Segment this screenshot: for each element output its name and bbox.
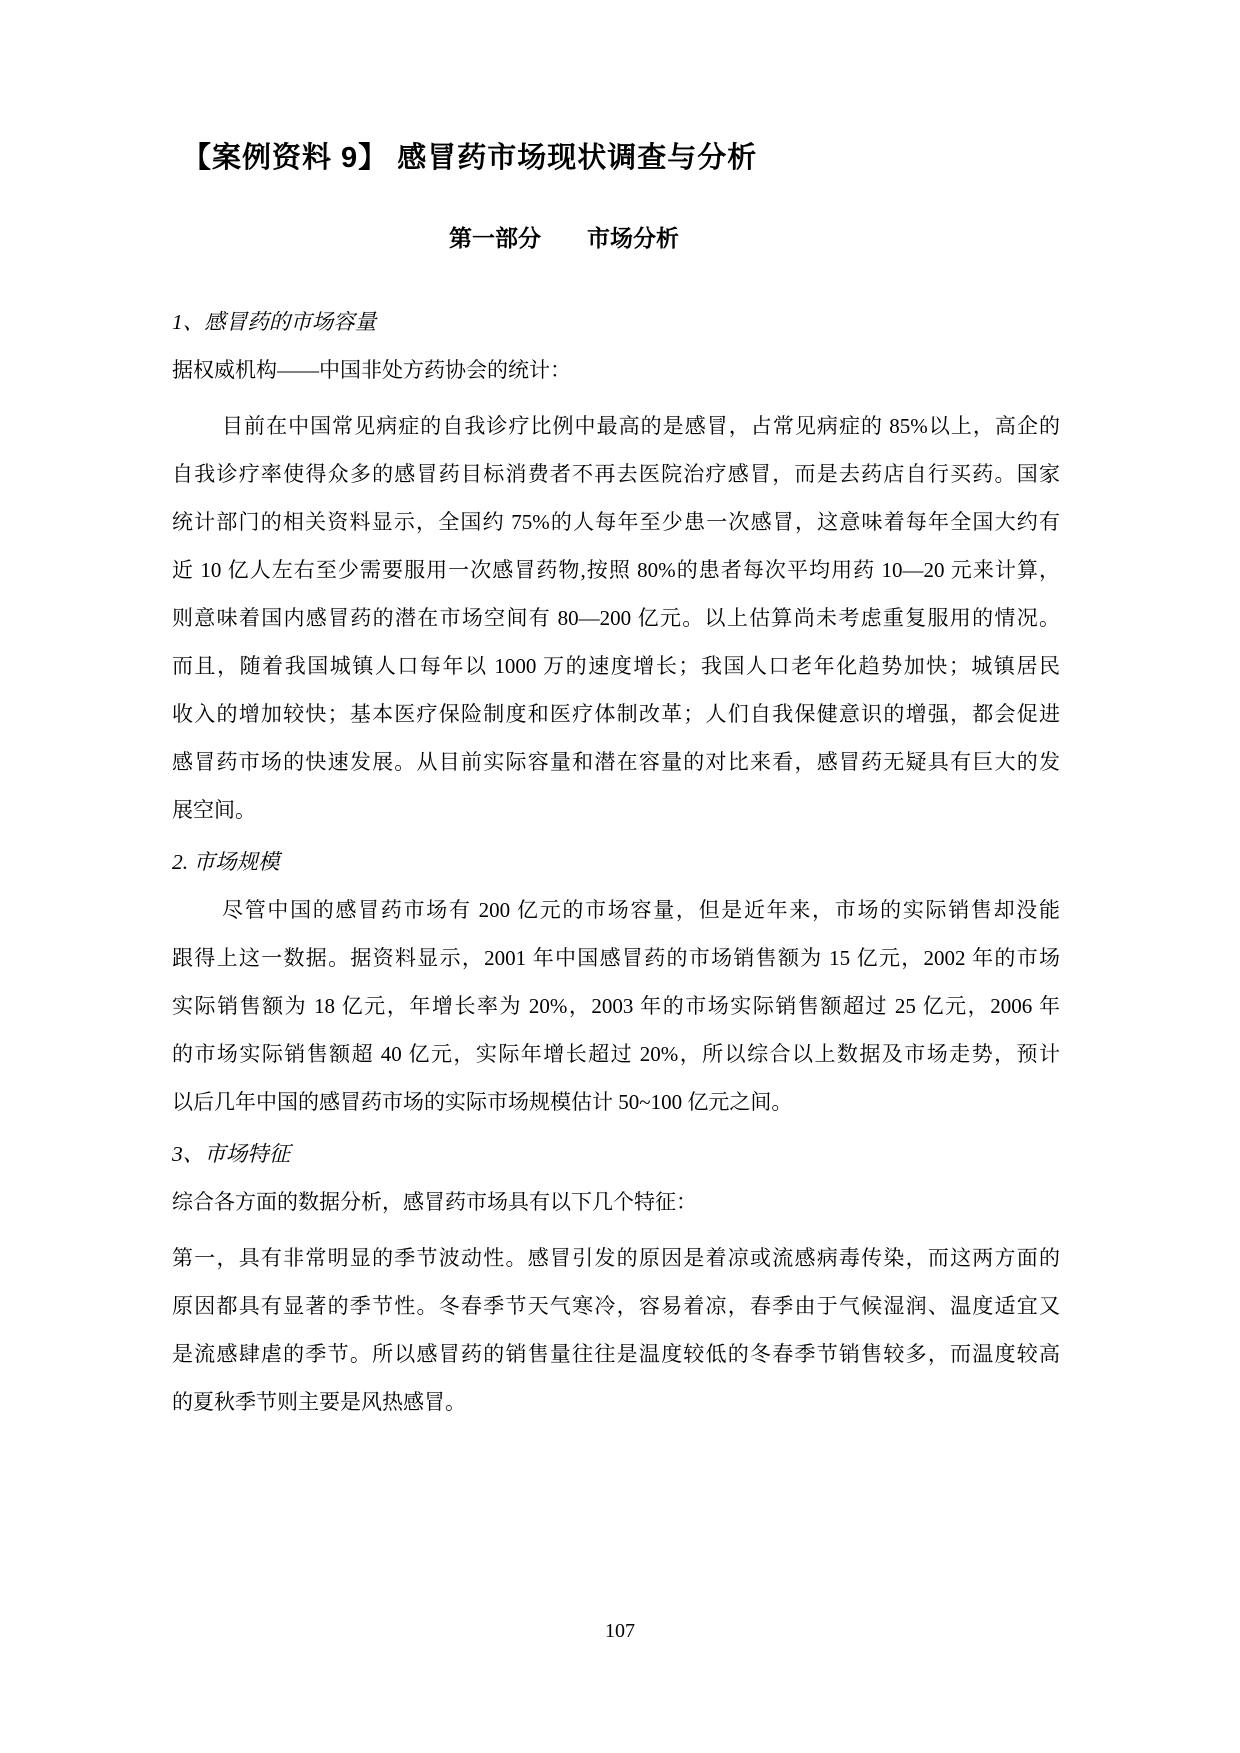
paragraph-line: 是流感肆虐的季节。所以感冒药的销售量往往是温度较低的冬春季节销售较多，而温度较高 [172,1342,1060,1366]
paragraph-line: 实际销售额为 18 亿元，年增长率为 20%，2003 年的市场实际销售额超过 25 亿元，2006 年 [172,994,1060,1018]
subsection-heading: 2. 市场规模 [172,850,280,874]
body-line: 据权威机构——中国非处方药协会的统计： [172,358,571,382]
paragraph-line: 感冒药市场的快速发展。从目前实际容量和潜在容量的对比来看，感冒药无疑具有巨大的发 [172,750,1060,774]
paragraph-line: 统计部门的相关资料显示，全国约 75%的人每年至少患一次感冒，这意味着每年全国大约有 [172,510,1060,534]
paragraph [172,402,1060,834]
document-title: 【案例资料 9】 感冒药市场现状调查与分析 [182,142,758,174]
paragraph-line: 跟得上这一数据。据资料显示，2001 年中国感冒药的市场销售额为 15 亿元，2002 年的市场 [172,946,1060,970]
page-number: 107 [605,1620,635,1642]
paragraph-line: 以后几年中国的感冒药市场的实际市场规模估计 50~100 亿元之间。 [172,1090,793,1114]
body-line: 综合各方面的数据分析，感冒药市场具有以下几个特征： [172,1190,697,1214]
paragraph-line: 而且，随着我国城镇人口每年以 1000 万的速度增长；我国人口老年化趋势加快；城镇居民 [172,654,1060,678]
paragraph-line: 目前在中国常见病症的自我诊疗比例中最高的是感冒，占常见病症的 85%以上，高企的 [222,414,1060,438]
paragraph-line: 展空间。 [172,798,256,822]
paragraph [172,886,1060,1126]
part-heading: 第一部分 市场分析 [449,225,679,251]
subsection-heading: 3、市场特征 [172,1142,291,1166]
paragraph-line: 原因都具有显著的季节性。冬春季节天气寒冷，容易着凉，春季由于气候湿润、温度适宜又 [172,1294,1060,1318]
document-body [172,298,1060,1426]
paragraph-line: 则意味着国内感冒药的潜在市场空间有 80—200 亿元。以上估算尚未考虑重复服用的情况。 [172,606,1060,630]
subsection-heading: 1、感冒药的市场容量 [172,310,377,334]
paragraph-line: 的夏秋季节则主要是风热感冒。 [172,1390,466,1414]
paragraph-line: 的市场实际销售额超 40 亿元，实际年增长超过 20%，所以综合以上数据及市场走势，预计 [172,1042,1060,1066]
paragraph-line: 自我诊疗率使得众多的感冒药目标消费者不再去医院治疗感冒，而是去药店自行买药。国家 [172,462,1060,486]
paragraph-line: 近 10 亿人左右至少需要服用一次感冒药物,按照 80%的患者每次平均用药 10—20 元来计算， [172,558,1060,582]
paragraph-line: 尽管中国的感冒药市场有 200 亿元的市场容量，但是近年来，市场的实际销售却没能 [222,898,1060,922]
paragraph-line: 第一，具有非常明显的季节波动性。感冒引发的原因是着凉或流感病毒传染，而这两方面的 [172,1246,1060,1270]
paragraph [172,1234,1060,1426]
paragraph-line: 收入的增加较快；基本医疗保险制度和医疗体制改革；人们自我保健意识的增强，都会促进 [172,702,1060,726]
